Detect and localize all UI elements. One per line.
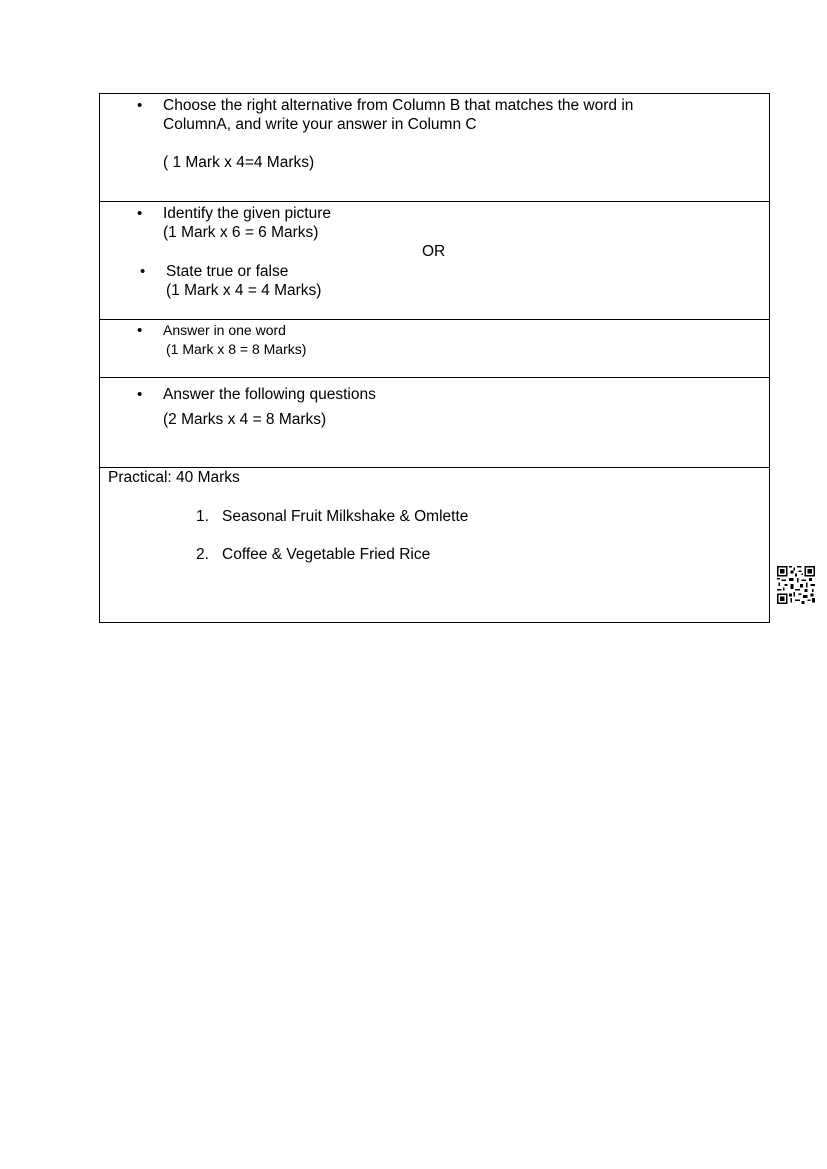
instruction-text: State true or false xyxy=(166,263,289,280)
instruction-text: Answer in one word xyxy=(163,322,286,338)
table-row-match-columns xyxy=(100,94,769,202)
list-item-number: 2. xyxy=(196,546,209,563)
bullet-icon: • xyxy=(137,386,143,403)
list-item: Coffee & Vegetable Fried Rice xyxy=(222,546,431,563)
bullet-icon: • xyxy=(140,263,146,280)
bullet-icon: • xyxy=(137,205,143,222)
table-row-practical xyxy=(100,468,769,622)
qr-code-icon xyxy=(776,566,816,604)
list-item: Seasonal Fruit Milkshake & Omlette xyxy=(222,508,469,525)
instruction-text-continued: ColumnA, and write your answer in Column C xyxy=(163,116,477,133)
table-row-answer-questions xyxy=(100,378,769,468)
marks-text: (1 Mark x 6 = 6 Marks) xyxy=(163,224,319,241)
instruction-text: Identify the given picture xyxy=(163,205,332,222)
marks-table xyxy=(99,93,770,623)
marks-text: ( 1 Mark x 4=4 Marks) xyxy=(163,154,315,171)
bullet-icon: • xyxy=(137,322,143,339)
marks-text: (1 Mark x 4 = 4 Marks) xyxy=(166,282,322,299)
table-row-identify-or-true-false xyxy=(100,202,769,320)
instruction-text: Choose the right alternative from Column B that matches the word in xyxy=(163,97,634,114)
marks-text: (1 Mark x 8 = 8 Marks) xyxy=(166,341,307,357)
or-separator: OR xyxy=(422,243,446,260)
bullet-icon: • xyxy=(137,97,143,114)
table-row-one-word xyxy=(100,320,769,378)
marks-text: (2 Marks x 4 = 8 Marks) xyxy=(163,411,327,428)
practical-heading: Practical: 40 Marks xyxy=(108,469,240,486)
instruction-text: Answer the following questions xyxy=(163,386,376,403)
list-item-number: 1. xyxy=(196,508,209,525)
